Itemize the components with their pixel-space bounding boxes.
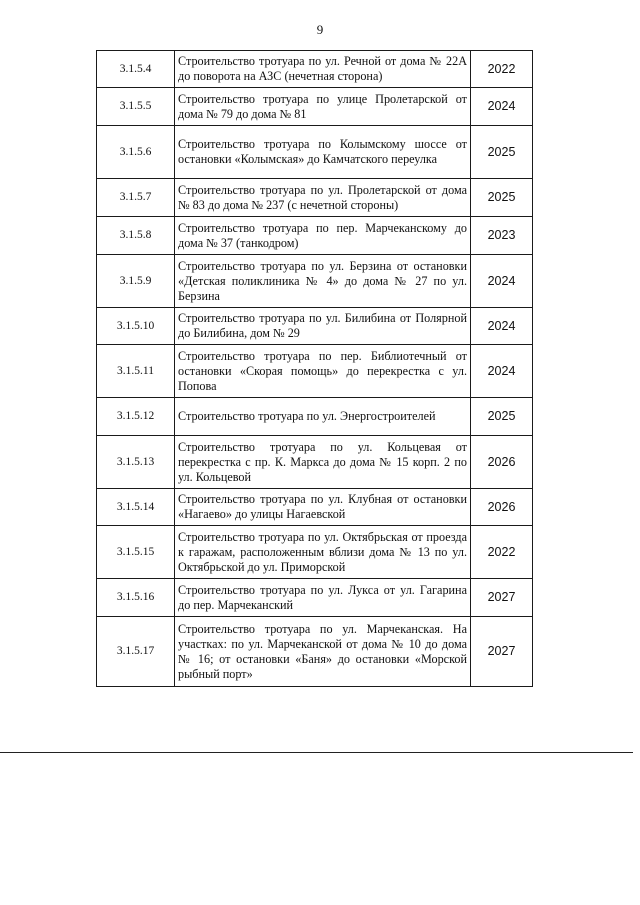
item-description-cell: Строительство тротуара по ул. Энергостроителей (175, 398, 471, 436)
item-year-cell: 2025 (471, 126, 533, 179)
item-number-cell: 3.1.5.11 (97, 345, 175, 398)
table-row (97, 436, 533, 489)
item-number-cell: 3.1.5.17 (97, 617, 175, 687)
table-row (97, 345, 533, 398)
item-year-cell: 2024 (471, 345, 533, 398)
table-row (97, 51, 533, 88)
page-number: 9 (316, 22, 324, 37)
item-number-cell: 3.1.5.12 (97, 398, 175, 436)
item-description-cell: Строительство тротуара по ул. Билибина от Полярной до Билибина, дом № 29 (175, 308, 471, 345)
table-row (97, 179, 533, 217)
item-number-cell: 3.1.5.4 (97, 51, 175, 88)
table-row (97, 579, 533, 617)
item-number-cell: 3.1.5.10 (97, 308, 175, 345)
item-description-cell: Строительство тротуара по Колымскому шоссе от остановки «Колымская» до Камчатского переулка (175, 126, 471, 179)
item-number-cell: 3.1.5.13 (97, 436, 175, 489)
item-year-cell: 2026 (471, 489, 533, 526)
table-row (97, 126, 533, 179)
item-description-cell: Строительство тротуара по пер. Марчеканскому до дома № 37 (танкодром) (175, 217, 471, 255)
item-description-cell: Строительство тротуара по ул. Речной от дома № 22А до поворота на АЗС (нечетная сторона) (175, 51, 471, 88)
item-description-cell: Строительство тротуара по ул. Октябрьская от проезда к гаражам, расположенным вблизи дома № 13 по ул. Октябрьской до ул. Приморской (175, 526, 471, 579)
item-description-cell: Строительство тротуара по ул. Лукса от ул. Гагарина до пер. Марчеканский (175, 579, 471, 617)
item-description-cell: Строительство тротуара по ул. Клубная от остановки «Нагаево» до улицы Нагаевской (175, 489, 471, 526)
item-year-cell: 2024 (471, 255, 533, 308)
item-number-cell: 3.1.5.15 (97, 526, 175, 579)
table-row (97, 255, 533, 308)
item-year-cell: 2024 (471, 88, 533, 126)
item-number-cell: 3.1.5.8 (97, 217, 175, 255)
item-number-cell: 3.1.5.14 (97, 489, 175, 526)
item-description-cell: Строительство тротуара по пер. Библиотечный от остановки «Скорая помощь» до перекрестка с ул. Попова (175, 345, 471, 398)
table-row (97, 489, 533, 526)
item-description-cell: Строительство тротуара по ул. Марчеканская. На участках: по ул. Марчеканской от дома № 10 до дома № 16; от остановки «Баня» до остановки «Морской рыбный порт» (175, 617, 471, 687)
item-year-cell: 2022 (471, 526, 533, 579)
item-number-cell: 3.1.5.6 (97, 126, 175, 179)
item-description-cell: Строительство тротуара по ул. Кольцевая от перекрестка с пр. К. Маркса до дома № 15 корп. 2 по ул. Кольцевой (175, 436, 471, 489)
item-number-cell: 3.1.5.7 (97, 179, 175, 217)
item-description-cell: Строительство тротуара по улице Пролетарской от дома № 79 до дома № 81 (175, 88, 471, 126)
footer-divider (0, 752, 633, 753)
projects-table-body (97, 51, 533, 687)
item-year-cell: 2027 (471, 617, 533, 687)
projects-table (96, 50, 533, 687)
item-number-cell: 3.1.5.9 (97, 255, 175, 308)
item-year-cell: 2025 (471, 179, 533, 217)
item-number-cell: 3.1.5.5 (97, 88, 175, 126)
item-number-cell: 3.1.5.16 (97, 579, 175, 617)
item-year-cell: 2022 (471, 51, 533, 88)
table-row (97, 308, 533, 345)
item-year-cell: 2024 (471, 308, 533, 345)
item-year-cell: 2026 (471, 436, 533, 489)
item-description-cell: Строительство тротуара по ул. Пролетарской от дома № 83 до дома № 237 (с нечетной стороны) (175, 179, 471, 217)
item-description-cell: Строительство тротуара по ул. Берзина от остановки «Детская поликлиника № 4» до дома № 27 по ул. Берзина (175, 255, 471, 308)
item-year-cell: 2027 (471, 579, 533, 617)
table-row (97, 88, 533, 126)
table-row (97, 398, 533, 436)
table-row (97, 617, 533, 687)
item-year-cell: 2023 (471, 217, 533, 255)
item-year-cell: 2025 (471, 398, 533, 436)
table-row (97, 217, 533, 255)
table-row (97, 526, 533, 579)
